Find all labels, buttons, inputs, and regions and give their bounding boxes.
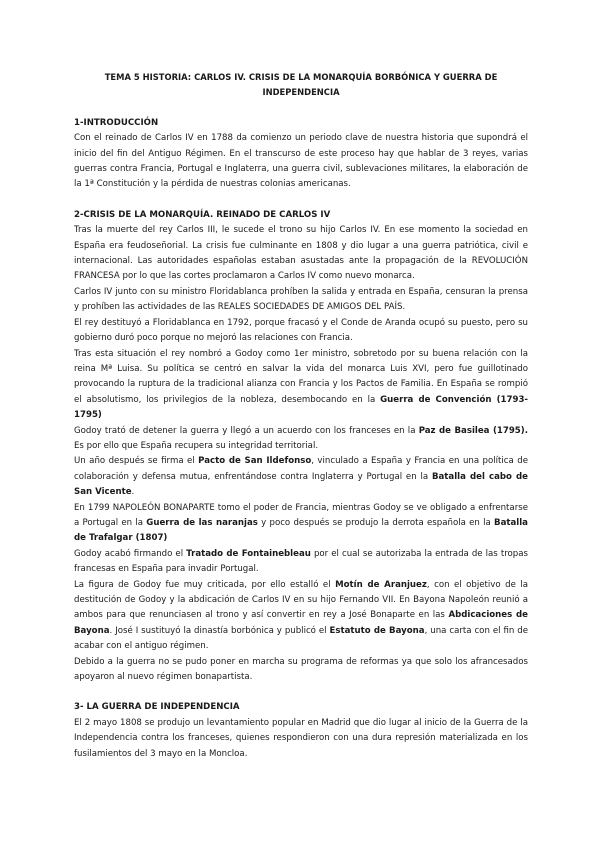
text-run: , una carta con el fin de acabar con el antiguo régimen. bbox=[74, 625, 529, 652]
text-run: Con el reinado de Carlos IV en 1788 da comienzo un periodo clave de nuestra historia que supondrá el inicio del fin del Antiguo Régimen. En el transcurso de este proceso hay que hablar de 3 reyes, varias guerras contra Francia, Portugal e Inglaterra, una guerra civil, sublevaciones militares, la elaboración de la 1ª Constitución y la pérdida de nuestras colonias americanas. bbox=[74, 133, 528, 190]
section-heading: 3- LA GUERRA DE INDEPENDENCIA bbox=[74, 702, 240, 713]
text-run: El rey destituyó a Floridablanca en 1792, porque fracasó y el Conde de Aranda ocupó su puesto, pero su gobierno duró poco porque no mejoró las relaciones con Francia. bbox=[74, 317, 528, 344]
paragraph bbox=[74, 655, 528, 686]
text-run: Carlos IV junto con su ministro Floridablanca prohíben la salida y entrada en España, censuran la prensa y prohíben las actividades de las REALES SOCIEDADES DE AMIGOS DEL PAÍS. bbox=[74, 286, 528, 313]
text-run: , vinculado a España y Francia en una política de colaboración y defensa mutua, enfrentándose contra Inglaterra y Portugal en la bbox=[74, 456, 528, 482]
paragraph bbox=[74, 424, 528, 455]
text-run: , con el objetivo de la destitución de Godoy y la abdicación de Carlos IV en su hijo Fernando VII. En Bayona Napoleón reunió a ambos para que renunciasen al trono y así convertir en rey a José Bonaparte en las bbox=[74, 579, 529, 621]
text-run: Godoy acabó firmando el bbox=[74, 548, 187, 559]
section-heading: 2-CRISIS DE LA MONARQUÍA. REINADO DE CARLOS IV bbox=[74, 209, 331, 220]
paragraph bbox=[74, 547, 528, 578]
text-run: En 1799 NAPOLEÓN BONAPARTE tomo el poder de Francia, mientras Godoy se ve obligado a enfrentarse a Portugal en la bbox=[74, 502, 528, 528]
text-run: Tras esta situación el rey nombró a Godoy como 1er ministro, sobretodo por su buena relación con la reina Mª Luisa. Su política se centró en salvar la vida del monarca Luis XVI, pero fue guillotinado provocando la ruptura de la tradicional alianza con Francia y los Pactos de Familia. En España se rompió el absolutismo, los privilegios de la nobleza, desembocando en la bbox=[74, 348, 528, 405]
paragraph bbox=[74, 223, 528, 285]
bold-term: Abdicaciones de Bayona bbox=[74, 610, 528, 636]
text-run: por el cual se autorizaba la entrada de las tropas francesas en España para invadir Portugal. bbox=[74, 548, 528, 575]
text-run: Tras la muerte del rey Carlos III, le sucede el trono su hijo Carlos IV. En ese momento la sociedad en España era feudoseñorial. La crisis fue culminante en 1808 y dio lugar a una guerra patriótica, civil e internacional. Las autoridades españolas estaban asustadas ante la propagación de la REVOLUCIÓN FRANCESA por lo que las cortes proclamaron a Carlos IV como nuevo monarca. bbox=[74, 225, 528, 282]
text-run: . José I sustituyó la dinastía borbónica y publicó el bbox=[109, 625, 330, 636]
bold-term: Batalla del cabo de San Vicente bbox=[74, 471, 528, 498]
bold-term: Guerra de las naranjas bbox=[146, 517, 258, 528]
bold-term: Tratado de Fontainebleau bbox=[186, 548, 311, 559]
document-body bbox=[74, 116, 528, 762]
text-run: Un año después se firma el bbox=[74, 456, 199, 467]
paragraph bbox=[74, 316, 528, 347]
bold-term: Paz de Basilea (1795). bbox=[418, 425, 528, 436]
paragraph bbox=[74, 347, 528, 424]
section-2 bbox=[74, 208, 528, 686]
paragraph bbox=[74, 285, 528, 316]
bold-term: Batalla de Trafalgar (1807) bbox=[74, 517, 528, 544]
text-run: Es por ello que España recupera su integridad territorial. bbox=[74, 440, 319, 451]
text-run: El 2 mayo 1808 se produjo un levantamiento popular en Madrid que dio lugar al inicio de la Guerra de la Independencia contra los franceses, quienes respondieron con una dura represión materializada en los fusilamientos del 3 mayo en la Moncloa. bbox=[74, 717, 528, 759]
section-3 bbox=[74, 700, 528, 762]
text-run: y poco después se produjo la derrota española en la bbox=[257, 517, 495, 528]
paragraph bbox=[74, 131, 528, 193]
paragraph bbox=[74, 716, 528, 762]
section-1 bbox=[74, 116, 528, 193]
bold-term: Motín de Aranjuez bbox=[335, 579, 427, 590]
bold-term: Guerra de Convención (1793-1795) bbox=[74, 394, 528, 421]
text-run: Godoy trató de detener la guerra y llegó a un acuerdo con los franceses en la bbox=[74, 425, 419, 436]
paragraph bbox=[74, 454, 528, 500]
section-heading: 1-INTRODUCCIÓN bbox=[74, 117, 159, 128]
paragraph bbox=[74, 501, 528, 547]
bold-term: Estatuto de Bayona bbox=[329, 625, 425, 636]
text-run: . bbox=[131, 487, 135, 498]
document-title: TEMA 5 HISTORIA: CARLOS IV. CRISIS DE LA MONARQUÍA BORBÓNICA Y GUERRA DE INDEPENDENCIA bbox=[104, 72, 498, 98]
text-run: Debido a la guerra no se pudo poner en marcha su programa de reformas ya que solo los afrancesados apoyaron al nuevo régimen bonapartista. bbox=[74, 656, 528, 683]
text-run: La figura de Godoy fue muy criticada, por ello estalló el bbox=[74, 579, 336, 590]
bold-term: Pacto de San Ildefonso bbox=[198, 456, 312, 467]
paragraph bbox=[74, 578, 528, 655]
